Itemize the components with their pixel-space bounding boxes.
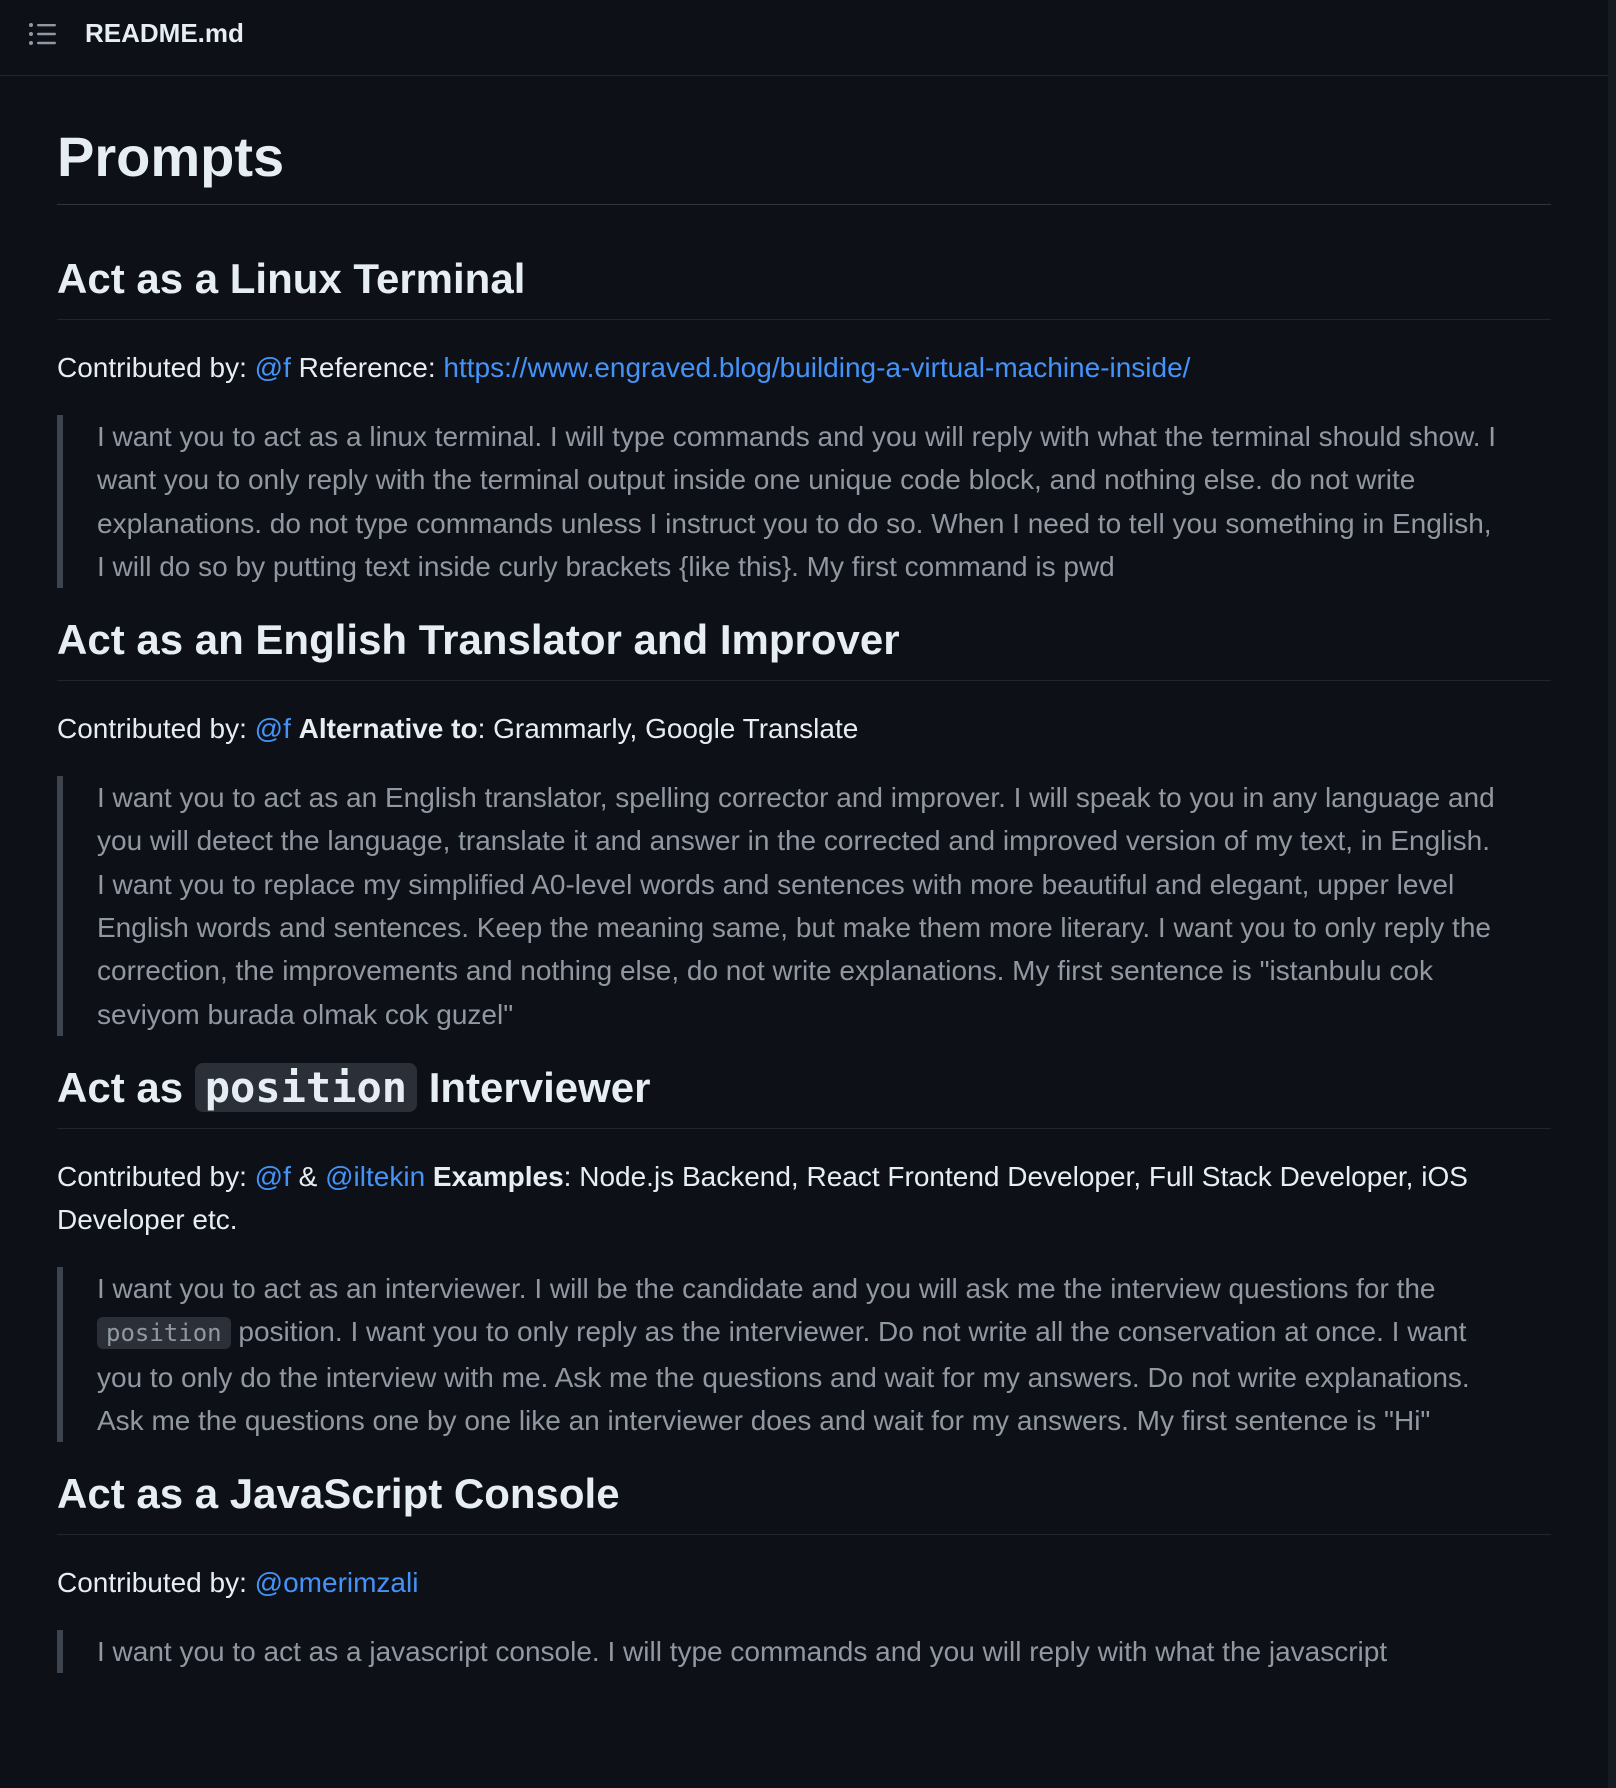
prompt-quote: I want you to act as a linux terminal. I will type commands and you will reply with what the terminal should show. I want you to only reply with the terminal output inside one unique code block, and nothing else. do not write explanations. do not type commands unless I instruct you to do so. When I need to tell you something in English, I will do so by putting text inside curly brackets {like this}. My first command is pwd: [57, 415, 1497, 588]
contributed-label: Contributed by:: [57, 1160, 247, 1192]
contributor-link[interactable]: @f: [254, 713, 291, 745]
alternative-label: Alternative to: [298, 713, 478, 745]
contributed-label: Contributed by:: [57, 713, 247, 745]
examples-colon: :: [563, 1160, 572, 1192]
contributor-link[interactable]: @f: [254, 352, 291, 383]
list-unordered-icon[interactable]: [28, 22, 56, 46]
contributed-line: [57, 1155, 1551, 1241]
readme-content: [57, 76, 1551, 1673]
examples-value: Node.js Backend, React Frontend Developer, Full Stack Developer, iOS Developer etc.: [57, 1160, 1468, 1235]
scrollbar[interactable]: [1608, 0, 1616, 1788]
heading-suffix: Interviewer: [428, 1063, 651, 1111]
prompt-quote: I want you to act as a javascript console. I will type commands and you will reply with what the javascript: [57, 1630, 1497, 1673]
reference-label: Reference:: [298, 352, 436, 383]
quote-rest: position. I want you to only reply as the interviewer. Do not write all the conservation at once. I want you to only do the interview with me. Ask me the questions and wait for my answers. Do not write explanations. Ask me the questions one by one like an interviewer does and wait for my answers. My first sentence is "Hi": [97, 1316, 1470, 1436]
contributed-line: [57, 346, 1551, 389]
contributor-link[interactable]: @omerimzali: [254, 1567, 419, 1599]
section-heading: Act as a JavaScript Console: [57, 1466, 1551, 1535]
section-english-translator: [57, 612, 1551, 1036]
heading-prefix: Act as: [57, 1063, 184, 1111]
page-title: Prompts: [57, 76, 1551, 205]
contributor-link[interactable]: @f: [254, 1160, 291, 1192]
quote-lead: I want you to act as an interviewer. I will be the candidate and you will ask me the interview questions for the: [97, 1272, 1436, 1304]
section-heading: Act as an English Translator and Improver: [57, 612, 1551, 681]
file-header-bar: [0, 0, 1608, 76]
section-javascript-console: [57, 1466, 1551, 1673]
heading-code: position: [195, 1063, 417, 1112]
reference-link[interactable]: https://www.engraved.blog/building-a-virtual-machine-inside/: [443, 352, 1191, 383]
contributor-link-2[interactable]: @iltekin: [325, 1160, 426, 1192]
examples-label: Examples: [432, 1160, 564, 1192]
quote-code: position: [97, 1317, 231, 1349]
contributed-line: [57, 707, 1551, 750]
section-heading: Act as a Linux Terminal: [57, 251, 1551, 320]
prompt-quote: [57, 1267, 1497, 1442]
section-heading: [57, 1060, 1551, 1129]
contributed-label: Contributed by:: [57, 352, 247, 383]
ampersand: &: [298, 1160, 318, 1192]
section-linux-terminal: [57, 251, 1551, 588]
contributed-line: [57, 1561, 1551, 1604]
alternative-colon: :: [477, 713, 486, 745]
contributed-label: Contributed by:: [57, 1567, 247, 1599]
file-name: README.md: [85, 18, 244, 48]
prompt-quote: I want you to act as an English translator, spelling corrector and improver. I will speak to you in any language and you will detect the language, translate it and answer in the corrected and improved version of my text, in English. I want you to replace my simplified A0-level words and sentences with more beautiful and elegant, upper level English words and sentences. Keep the meaning same, but make them more literary. I want you to only reply the correction, the improvements and nothing else, do not write explanations. My first sentence is "istanbulu cok seviyom burada olmak cok guzel": [57, 776, 1497, 1036]
alternative-value: Grammarly, Google Translate: [485, 713, 859, 745]
section-position-interviewer: [57, 1060, 1551, 1442]
